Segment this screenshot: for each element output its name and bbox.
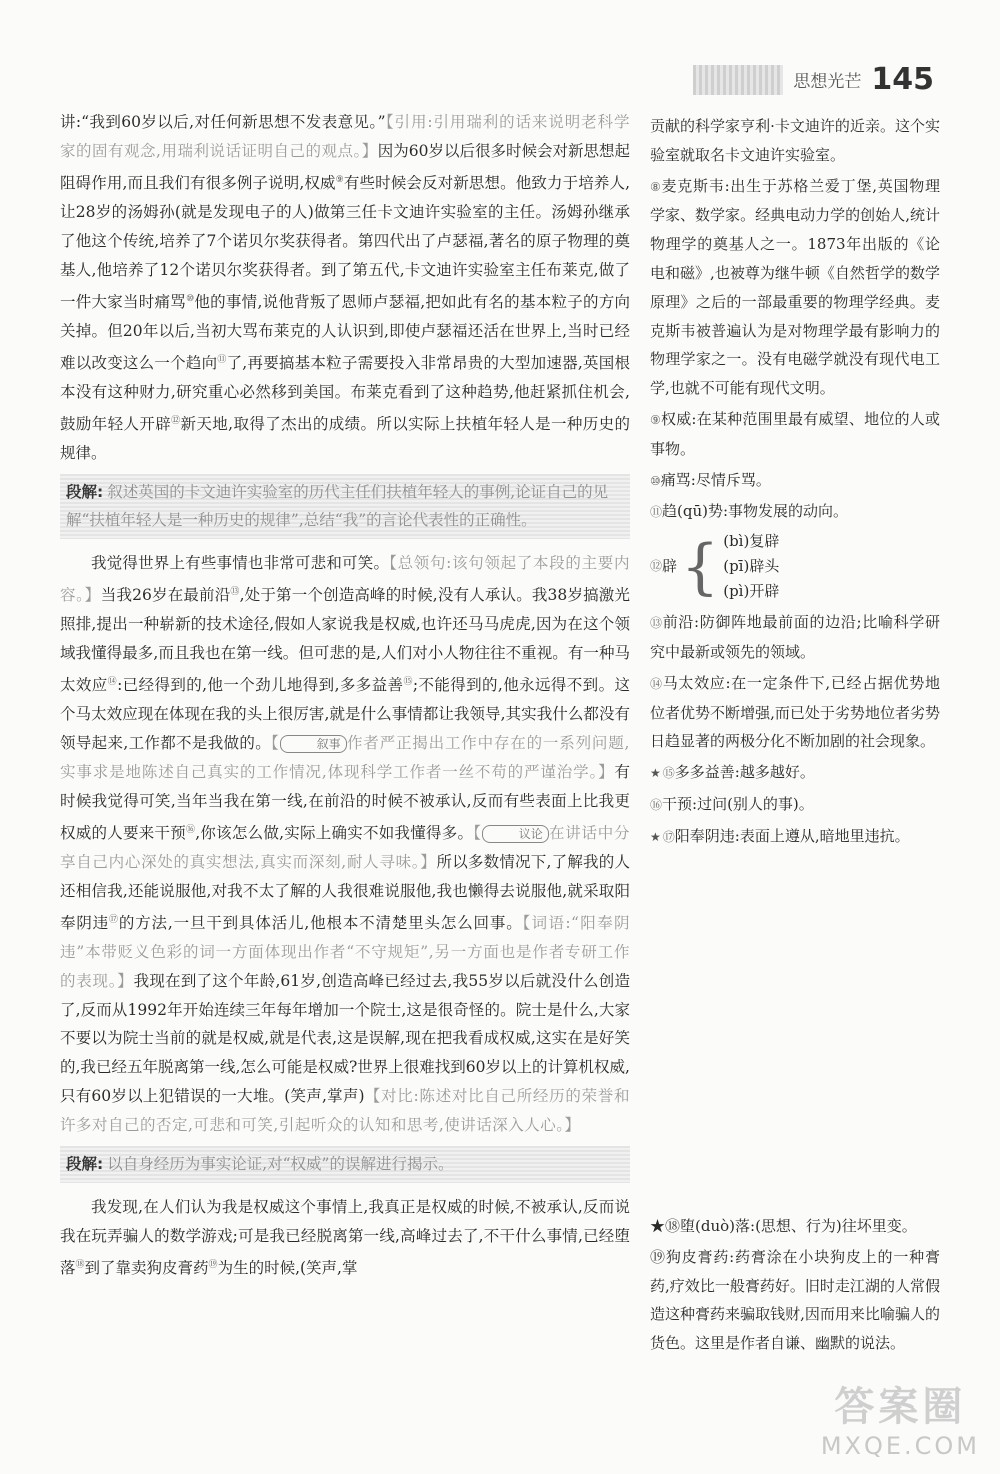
footnote-ref: ⑲ xyxy=(208,1259,218,1270)
glossary-text: 贡献的科学家亨利·卡文迪许的近亲。这个实验室就取名卡文迪许实验室。 xyxy=(650,117,940,164)
glossary-item xyxy=(650,172,940,403)
glossary-number: ⑮ xyxy=(662,766,675,781)
glossary-item xyxy=(650,497,940,527)
text-run: :已经得到的,他一个劲儿地得到,多多益善 xyxy=(117,676,404,695)
footnote-ref: ⑪ xyxy=(217,354,227,365)
text-run: 了,再要搞基本粒子需要投入非常昂贵的大型加速器,英国根本没有这种财力,研究重心必然移到美国。布莱克看到了这种趋势,他赶紧抓住机会,鼓励年轻人开辟 xyxy=(60,353,630,433)
glossary-char: 辟 xyxy=(662,557,678,576)
main-text xyxy=(60,108,630,1287)
footnote-ref: ⑨ xyxy=(335,174,344,185)
glossary-column-bottom xyxy=(650,1212,940,1360)
glossary-number: ⑲ xyxy=(650,1247,666,1266)
star-icon: ★ xyxy=(650,829,661,844)
text-run: 有时候我觉得可笑,当年当我在第一线,在前沿的时候不被承认,反而有些表面上比我更权威的人要来干预 xyxy=(60,762,630,842)
glossary-number: ⑱ xyxy=(665,1217,681,1235)
text-run: 当我26岁在最前沿 xyxy=(100,586,231,605)
glossary-column xyxy=(650,112,940,854)
glossary-item xyxy=(650,466,940,496)
footnote-ref: ⑱ xyxy=(75,1259,85,1270)
header-band xyxy=(693,65,783,95)
annotation-tag: 叙事 xyxy=(280,735,347,753)
glossary-item xyxy=(650,112,940,170)
glossary-number: ⑫ xyxy=(650,559,663,574)
text-run: ,你该怎么做,实际上确实不如我懂得多。 xyxy=(195,823,474,842)
glossary-item xyxy=(650,608,940,667)
glossary-number: ⑬ xyxy=(650,616,663,631)
glossary-text: 阳奉阴违:表面上遵从,暗地里违抗。 xyxy=(674,826,910,845)
text-run: 所以多数情况下,了解我的人还相信我,还能说服他,对我不太了解的人我很难说服他,我也懒得去说服他,就采取阳奉阴违 xyxy=(60,852,630,932)
footnote-ref: ⑮ xyxy=(403,677,413,688)
glossary-number: ⑨ xyxy=(650,412,661,427)
text-run: 因为60岁以后很多时候会对新思想起阻碍作用,而且我们有很多例子说明,权威 xyxy=(60,141,630,192)
pronunciation-list xyxy=(723,529,779,604)
text-run: 讲:“我到60岁以后,对任何新思想不发表意见。” xyxy=(60,113,386,131)
footnote-ref: ⑭ xyxy=(107,677,118,688)
glossary-text: 麦克斯韦:出生于苏格兰爱丁堡,英国物理学家、数学家。经典电动力学的创始人,统计物理学的奠基人之一。1873年出版的《论电和磁》,也被尊为继牛顿《自然哲学的数学原理》之后的一部最重要的物理学经典。麦克斯韦被普遍认为是对物理学最有影响力的物理学家之一。没有电磁学就没有现代电工学,也就不可能有现代文明。 xyxy=(650,176,941,398)
text-run: 到了靠卖狗皮膏药 xyxy=(84,1258,209,1277)
glossary-item xyxy=(650,790,940,820)
text-run: 我觉得世界上有些事情也非常可悲和可笑。 xyxy=(91,554,390,573)
glossary-text: 堕(duò)落:(思想、行为)往坏里变。 xyxy=(680,1217,917,1235)
text-run: 为生的时候,(笑声,掌 xyxy=(217,1258,358,1277)
glossary-item xyxy=(650,1243,940,1358)
glossary-item xyxy=(650,822,940,852)
annotation-tag: 议论 xyxy=(482,825,549,843)
text-run: ;不能得到的,他永远得不到。这个马太效应现在体现在我的头上很厉害,就是什么事情都让我领导,其实我什么都没有领导起来,工作都不是我做的。 xyxy=(60,676,630,753)
summary-label: 段解: xyxy=(66,1155,104,1174)
watermark xyxy=(821,1375,980,1460)
glossary-number: ⑯ xyxy=(650,797,663,812)
text-run: 他的事情,说他背叛了恩师卢瑟福,把如此有名的基本粒子的方向关掉。但20年以后,当初大骂布莱克的人认识到,即使卢瑟福还活在世界上,当时已经难以改变这么一个趋向 xyxy=(60,292,630,372)
glossary-number: ⑪ xyxy=(650,505,663,520)
text-run: 有些时候会反对新思想。他致力于培养人,让28岁的汤姆孙(就是发现电子的人)做第三任卡文迪许实验室的主任。汤姆孙继承了他这个传统,培养了7个诺贝尔奖获得者。第四代出了卢瑟福,著名的原子物理的奠基人,他培养了12个诺贝尔奖获得者。到了第五代,卡文迪许实验室主任布莱克,做了一件大家当时痛骂 xyxy=(60,173,630,311)
page-number: 145 xyxy=(871,62,934,97)
glossary-item-polyphone xyxy=(650,529,940,604)
star-icon: ★ xyxy=(650,766,661,781)
brace-icon: { xyxy=(681,531,720,602)
footnote-ref: ⑫ xyxy=(171,415,181,426)
summary-label: 段解: xyxy=(66,482,104,501)
glossary-number: ⑭ xyxy=(650,676,663,691)
footnote-ref: ⑬ xyxy=(230,587,240,598)
glossary-number: ⑧ xyxy=(650,179,662,194)
summary-text: 以自身经历为事实论证,对“权威”的误解进行揭示。 xyxy=(107,1155,454,1174)
watermark-url: MXQE.COM xyxy=(820,1432,980,1460)
annotation: 【总领句:该句领起了本段的主要内容。】 xyxy=(60,554,630,605)
annotation: 【引用:引用瑞利的话来 xyxy=(385,113,549,131)
footnote-ref: ⑩ xyxy=(186,293,195,304)
glossary-item xyxy=(650,758,940,788)
paragraph-summary-1 xyxy=(60,474,630,540)
star-icon: ★ xyxy=(650,1217,666,1235)
page-header xyxy=(693,62,934,97)
annotation: 说明老科学家的固有观念,用瑞利说话证明自己的观点。】 xyxy=(60,113,630,160)
glossary-text: 权威:在某种范围里最有威望、地位的人或事物。 xyxy=(650,409,940,458)
text-run: ,处于第一个创造高峰的时候,没有人承认。我38岁搞激光照排,提出一种崭新的技术途径,假如人家说我是权威,也许还马马虎虎,因为在这个领域我懂得最多,而且我也在第一线。但可悲的是,人们对小人物往往不重视。有一种马太效应 xyxy=(60,586,630,695)
pronunciation: (bì)复辟 xyxy=(723,532,780,551)
section-title: 思想光芒 xyxy=(793,72,862,92)
glossary-number: ⑰ xyxy=(662,829,675,844)
glossary-text: 痛骂:尽情斥骂。 xyxy=(660,470,771,489)
text-run: 新天地,取得了杰出的成绩。所以实际上扶植年轻人是一种历史的规律。 xyxy=(60,414,630,462)
footnote-ref: ⑯ xyxy=(185,824,196,835)
summary-text: 叙述英国的卡文迪许实验室的历代主任们扶植年轻人的事例,论证自己的见解“扶植年轻人是一种历史的规律”,总结“我”的言论代表性的正确性。 xyxy=(66,482,609,530)
glossary-text: 前沿:防御阵地最前面的边沿;比喻科学研究中最新或领先的领域。 xyxy=(650,613,940,661)
glossary-text: 马太效应:在一定条件下,已经占据优势地位者优势不断增强,而已处于劣势地位者劣势日趋显著的两极分化不断加剧的社会现象。 xyxy=(650,673,940,751)
footnote-ref: ⑰ xyxy=(109,914,119,925)
glossary-text: 狗皮膏药:药膏涂在小块狗皮上的一种膏药,疗效比一般膏药好。旧时走江湖的人常假造这种膏药来骗取钱财,因而用来比喻骗人的货色。这里是作者自谦、幽默的说法。 xyxy=(650,1247,940,1353)
pronunciation: (pì)开辟 xyxy=(723,582,780,601)
paragraph-2: 我觉得世界上有些事情也非常可悲和可笑。【总领句:该句领起了本段的主要内容。】当我26岁在最前沿⑬,处于第一个创造高峰的时候,没有人承认。我38岁搞激光照排,提出一种崭新的技术途径,假如人家说我是权威,也许还马马虎虎,因为在这个领域我懂得最多,而且我也在第一线。但可悲的是,人们对小人物往往不重视。有一种马太效应⑭:已经得到的,他一个劲儿地得到,多多益善⑮;不能得到的,他永远得不到。这个马太效应现在体现在我的头上很厉害,就是什么事情都让我领导,其实我什么都没有领导起来,工作都不是我做的。【 叙事 作者严正揭出工作中存在的一系列问题,实事求是地陈述自己真实的工作情况,体现科学工作者一丝不苟的严谨治学。】有时候我觉得可笑,当年当我在第一线,在前沿的时候不被承认,反而有些表面上比我更权威的人要来干预⑯,你该怎么做,实际上确实不如我懂得多。【 议论 在讲话中分享自己内心深处的真实想法,真实而深刻,耐人寻味。】所以多数情况下,了解我的人还相信我,还能说服他,对我不太了解的人我很难说服他,我也懒得去说服他,就采取阳奉阴违⑰的方法,一旦干到具体活儿,他根本不清楚里头怎么回事。【词语:“阳奉阴违”本带贬义色彩的词一方面体现出作者“不守规矩”,另一方面也是作者专研工作的表现。】我现在到了这个年龄,61岁,创造高峰已经过去,我55岁以后就没什么创造了,反而从1992年开始连续三年每年增加一个院士,这是很奇怪的。院士是什么,大家不要以为院士当前的就是权威,就是代表,这是误解,现在把我看成权威,这实在是好笑的,我已经五年脱离第一线,怎么可能是权威?世界上很难找到60岁以上的计算机权威,只有60岁以上犯错误的一大堆。(笑声,掌声)【对比:陈述对比自己所经历的荣誉和许多对自己的否定,可悲和可笑,引起听众的认知和思考,使讲话深入人心。】 xyxy=(60,554,631,1135)
paragraph-summary-2 xyxy=(60,1146,630,1183)
glossary-item xyxy=(650,1212,940,1241)
paragraph-1 xyxy=(60,108,630,468)
glossary-item xyxy=(650,405,940,464)
glossary-text: 多多益善:越多越好。 xyxy=(674,763,815,782)
annotation: 作者严正揭出工作中存在的一系列问题,实事求是地陈述自己真实的工作情况,体现科学工作者一丝不苟的严谨治学。】 xyxy=(60,734,630,781)
pronunciation: (pī)辟头 xyxy=(723,557,780,576)
glossary-text: 趋(qū)势:事物发展的动向。 xyxy=(662,502,849,521)
annotation: 在讲话中分享自己内心深处的真实想法,真实而深刻,耐人寻味。】 xyxy=(60,823,630,871)
glossary-item xyxy=(650,669,940,756)
text-run: 我发现,在人们认为我是权威这个事情上,我真正是权威的时候,不被承认,反而说我在玩弄骗人的数学游戏;可是我已经脱离第一线,高峰过去了,不干什么事情,已经堕落 xyxy=(60,1197,630,1277)
paragraph-3 xyxy=(60,1193,630,1283)
annotation: 【对比:陈述对比自己所经历的荣誉和许多对自己的否定,可悲和可笑,引起听众的认知和思考,使讲话深入人心。】 xyxy=(60,1087,631,1135)
glossary-number: ⑩ xyxy=(650,473,661,488)
text-run: 我现在到了这个年龄,61岁,创造高峰已经过去,我55岁以后就没什么创造了,反而从1992年开始连续三年每年增加一个院士,这是很奇怪的。院士是什么,大家不要以为院士当前的就是权威,就是代表,这是误解,现在把我看成权威,这实在是好笑的,我已经五年脱离第一线,怎么可能是权威?世界上很难找到60岁以上的计算机权威,只有60岁以上犯错误的一大堆。(笑声,掌声) xyxy=(60,971,630,1106)
glossary-text: 干预:过问(别人的事)。 xyxy=(662,794,814,813)
annotation: 【词语:“阳奉阴违”本带贬义色彩的词一方面体现出作者“不守规矩”,另一方面也是作者专研工作的表现。】 xyxy=(60,913,630,990)
text-run: 的方法,一旦干到具体活儿,他根本不清楚里头怎么回事。 xyxy=(118,913,523,932)
watermark-logo-text: 答案圈 xyxy=(834,1384,967,1430)
